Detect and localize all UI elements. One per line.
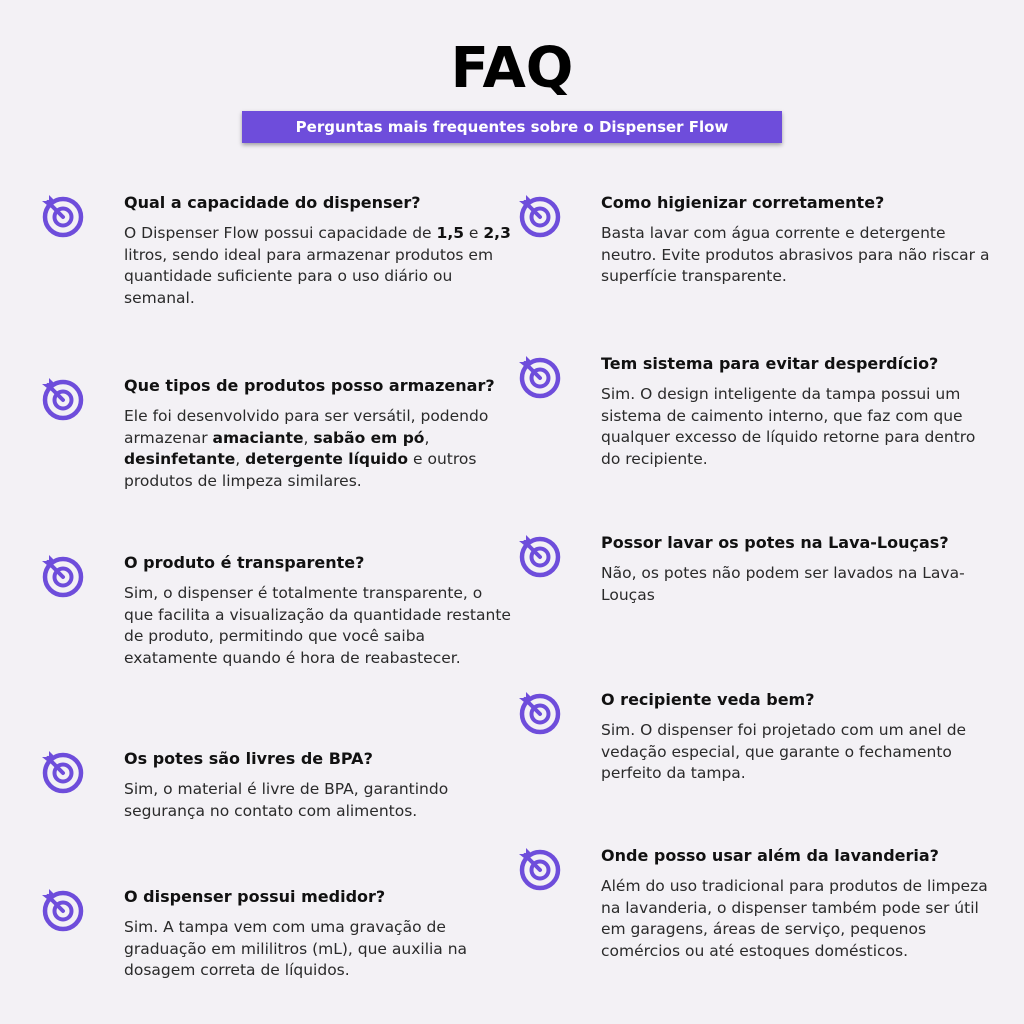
answer-highlight: desinfetante: [124, 450, 236, 468]
answer-text: Além do uso tradicional para produtos de limpeza na lavanderia, o dispenser também pode ser útil em garagens, áreas de serviço, pequenos comércios ou até estoques domésticos.: [601, 877, 988, 960]
answer-text: ,: [303, 428, 314, 447]
faq-item: [124, 192, 514, 309]
answer-text: litros, sendo ideal para armazenar produtos em quantidade suficiente para o uso diário ou semanal.: [124, 245, 494, 307]
faq-question: Onde posso usar além da lavanderia?: [601, 846, 939, 865]
answer-text: Ele foi desenvolvido para ser versátil, podendo armazenar: [124, 407, 489, 447]
faq-question: Que tipos de produtos posso armazenar?: [124, 376, 495, 395]
answer-text: Sim. O dispenser foi projetado com um anel de vedação especial, que garante o fechamento perfeito da tampa.: [601, 721, 967, 782]
answer-text: Não, os potes não podem ser lavados na Lava-Louças: [601, 564, 965, 604]
subtitle-banner: Perguntas mais frequentes sobre o Dispenser Flow: [242, 111, 782, 143]
faq-question: O produto é transparente?: [124, 553, 365, 572]
answer-text: e outros produtos de limpeza similares.: [124, 450, 477, 490]
faq-item: [124, 886, 514, 982]
faq-question: Qual a capacidade do dispenser?: [124, 193, 421, 212]
faq-question: Tem sistema para evitar desperdício?: [601, 354, 939, 373]
target-icon: [40, 886, 86, 932]
answer-text: Sim. O design inteligente da tampa possui um sistema de caimento interno, que faz com que qualquer excesso de líquido retorne para dentro do recipiente.: [601, 385, 976, 468]
faq-item: [124, 552, 514, 669]
target-icon: [40, 375, 86, 421]
faq-answer: [124, 406, 514, 492]
answer-text: Sim, o material é livre de BPA, garantindo segurança no contato com alimentos.: [124, 780, 449, 820]
faq-item: [601, 689, 991, 785]
target-icon: [517, 192, 563, 238]
faq-question: Os potes são livres de BPA?: [124, 749, 373, 768]
target-icon: [40, 748, 86, 794]
answer-highlight: 1,5: [436, 224, 464, 242]
answer-text: ,: [424, 428, 430, 447]
answer-text: Sim, o dispenser é totalmente transparente, o que facilita a visualização da quantidade restante de produto, permitindo que você saiba exatamente quando é hora de reabastecer.: [124, 584, 511, 667]
faq-item: [601, 532, 991, 606]
faq-question: O recipiente veda bem?: [601, 690, 815, 709]
faq-answer: [124, 583, 514, 669]
target-icon: [40, 552, 86, 598]
target-icon: [517, 845, 563, 891]
target-icon: [517, 689, 563, 735]
answer-highlight: detergente líquido: [245, 450, 409, 468]
faq-question: O dispenser possui medidor?: [124, 887, 386, 906]
answer-text: O Dispenser Flow possui capacidade de: [124, 224, 437, 242]
faq-answer: [601, 223, 991, 288]
faq-item: [124, 748, 514, 822]
page-title: FAQ: [450, 36, 574, 101]
faq-item: [601, 845, 991, 962]
faq-item: [124, 375, 514, 492]
faq-answer: [124, 223, 514, 309]
answer-highlight: amaciante: [212, 428, 304, 447]
answer-highlight: 2,3: [483, 224, 511, 242]
faq-answer: [601, 720, 991, 785]
answer-text: Sim. A tampa vem com uma gravação de graduação em mililitros (mL), que auxilia na dosagem correta de líquidos.: [124, 918, 468, 979]
faq-answer: [124, 917, 514, 982]
answer-highlight: sabão em pó: [313, 428, 425, 447]
faq-answer: [601, 563, 991, 606]
answer-text: Basta lavar com água corrente e detergente neutro. Evite produtos abrasivos para não riscar a superfície transparente.: [601, 224, 990, 285]
faq-answer: [601, 876, 991, 962]
answer-text: ,: [235, 450, 246, 468]
target-icon: [40, 192, 86, 238]
faq-question: Possor lavar os potes na Lava-Louças?: [601, 533, 949, 552]
faq-answer: [124, 779, 514, 822]
target-icon: [517, 532, 563, 578]
faq-item: [601, 192, 991, 288]
faq-item: [601, 353, 991, 470]
target-icon: [517, 353, 563, 399]
faq-answer: [601, 384, 991, 470]
answer-text: e: [464, 224, 484, 242]
faq-question: Como higienizar corretamente?: [601, 193, 885, 212]
